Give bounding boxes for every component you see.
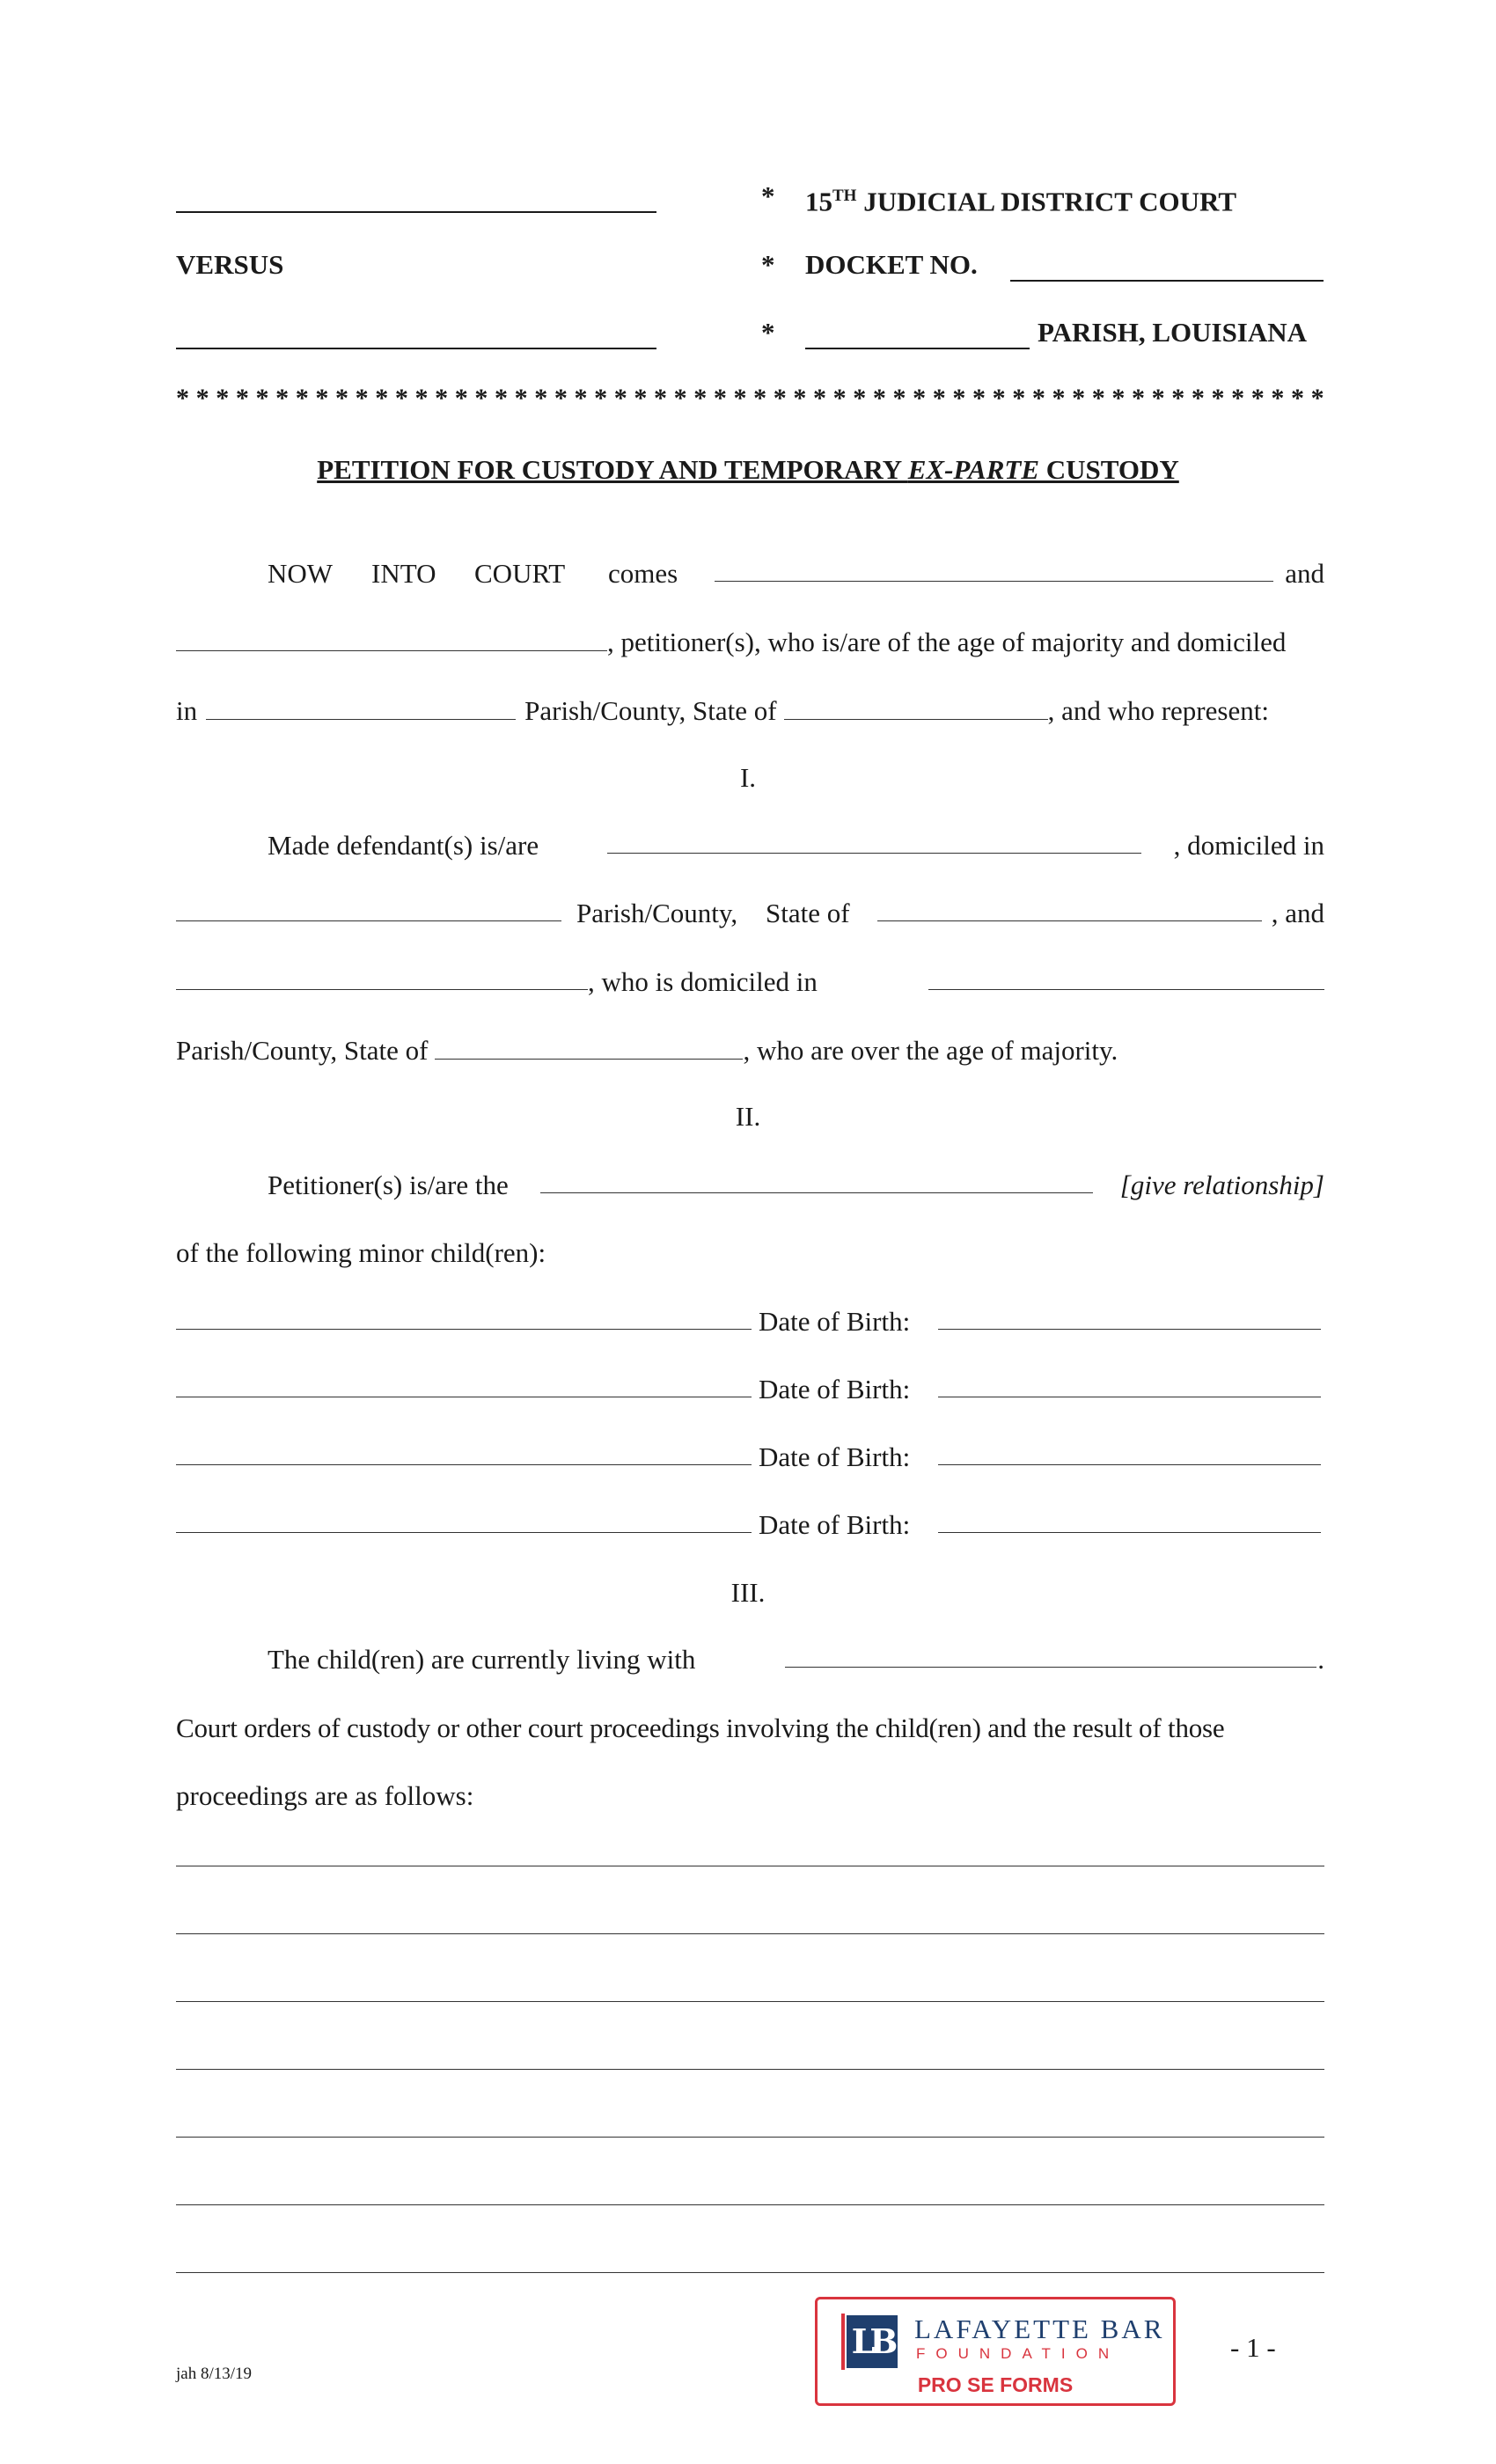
proceedings-line[interactable] bbox=[176, 2272, 1324, 2273]
court-name: JUDICIAL DISTRICT COURT bbox=[863, 186, 1237, 217]
star-glyph: * bbox=[1250, 384, 1265, 413]
defendant-1-state-blank[interactable] bbox=[877, 898, 1262, 921]
star-glyph: * bbox=[613, 384, 627, 413]
star-glyph: * bbox=[673, 384, 687, 413]
docket-number-line[interactable] bbox=[1010, 280, 1324, 282]
star-glyph: * bbox=[793, 384, 807, 413]
child-name-blank[interactable] bbox=[176, 1441, 752, 1465]
star-glyph: * bbox=[1052, 384, 1066, 413]
intro-line-3: in Parish/County, State of , and who represent: bbox=[176, 695, 1269, 726]
proceedings-line[interactable] bbox=[176, 2001, 1324, 2002]
star-glyph: * bbox=[713, 384, 727, 413]
star-glyph: * bbox=[255, 384, 269, 413]
dob-label: Date of Birth: bbox=[759, 1441, 911, 1472]
star-glyph: * bbox=[195, 384, 209, 413]
star-glyph: * bbox=[932, 384, 946, 413]
defendant-2-domicile-blank[interactable] bbox=[928, 966, 1324, 990]
star-glyph: * bbox=[216, 384, 230, 413]
parish-label: PARISH, LOUISIANA bbox=[1038, 317, 1308, 348]
star-glyph: * bbox=[972, 384, 986, 413]
docket-label: DOCKET NO. bbox=[805, 249, 978, 280]
minor-children-label: of the following minor child(ren): bbox=[176, 1237, 546, 1268]
star-glyph: * bbox=[355, 384, 369, 413]
star-glyph: * bbox=[872, 384, 886, 413]
proceedings-label: proceedings are as follows: bbox=[176, 1780, 474, 1811]
star-glyph: * bbox=[1151, 384, 1165, 413]
proceedings-line[interactable] bbox=[176, 2069, 1324, 2070]
defendant-2-state-blank[interactable] bbox=[435, 1036, 743, 1060]
relationship-blank[interactable] bbox=[540, 1170, 1093, 1193]
logo-name: LAFAYETTE BAR bbox=[914, 2314, 1165, 2344]
section-i-numeral: I. bbox=[739, 762, 757, 793]
star-glyph: * bbox=[1012, 384, 1026, 413]
star-glyph: * bbox=[495, 384, 508, 413]
parish-name-line[interactable] bbox=[805, 348, 1030, 349]
star-glyph: * bbox=[853, 384, 867, 413]
petitioner-1-blank[interactable] bbox=[715, 558, 1273, 582]
caption-asterisk-2: * bbox=[761, 249, 775, 280]
petition-title: PETITION FOR CUSTODY AND TEMPORARY EX-PARTE CUSTODY bbox=[317, 454, 1179, 485]
star-glyph: * bbox=[753, 384, 767, 413]
court-superscript: TH bbox=[832, 187, 857, 205]
star-glyph: * bbox=[394, 384, 408, 413]
section-i-line-4: Parish/County, State of , who are over the age of majority. bbox=[176, 1035, 1118, 1066]
title-italic: EX-PARTE bbox=[907, 454, 1039, 485]
star-glyph: * bbox=[474, 384, 488, 413]
plaintiff-name-line[interactable] bbox=[176, 211, 656, 213]
star-glyph: * bbox=[733, 384, 747, 413]
dob-label: Date of Birth: bbox=[759, 1509, 911, 1540]
dob-label: Date of Birth: bbox=[759, 1306, 911, 1337]
star-glyph: * bbox=[1191, 384, 1205, 413]
living-with-blank[interactable] bbox=[785, 1644, 1316, 1668]
star-glyph: * bbox=[1231, 384, 1245, 413]
defendant-2-blank[interactable] bbox=[176, 966, 588, 990]
star-glyph: * bbox=[176, 384, 189, 413]
petitioner-2-blank[interactable] bbox=[176, 627, 607, 651]
dob-blank[interactable] bbox=[938, 1441, 1321, 1465]
child-name-blank[interactable] bbox=[176, 1306, 752, 1330]
dob-blank[interactable] bbox=[938, 1509, 1321, 1533]
star-divider bbox=[176, 384, 1324, 414]
star-glyph: * bbox=[773, 384, 787, 413]
star-glyph: * bbox=[892, 384, 906, 413]
star-glyph: * bbox=[435, 384, 449, 413]
dob-label: Date of Birth: bbox=[759, 1374, 911, 1404]
star-glyph: * bbox=[813, 384, 826, 413]
star-glyph: * bbox=[1211, 384, 1225, 413]
star-glyph: * bbox=[1111, 384, 1126, 413]
court-heading bbox=[805, 180, 1236, 217]
dob-blank[interactable] bbox=[938, 1306, 1321, 1330]
page-number: - 1 - bbox=[1230, 2332, 1276, 2363]
logo-lb-mark: LB bbox=[847, 2315, 898, 2368]
star-glyph: * bbox=[315, 384, 329, 413]
star-glyph: * bbox=[1132, 384, 1145, 413]
child-name-blank[interactable] bbox=[176, 1509, 752, 1533]
petitioner-state-blank[interactable] bbox=[784, 696, 1048, 720]
caption-asterisk-3: * bbox=[761, 317, 775, 348]
star-glyph: * bbox=[1310, 384, 1324, 413]
star-glyph: * bbox=[1091, 384, 1105, 413]
defendant-1-blank[interactable] bbox=[607, 830, 1141, 854]
star-glyph: * bbox=[1031, 384, 1045, 413]
star-glyph: * bbox=[1271, 384, 1285, 413]
star-glyph: * bbox=[594, 384, 608, 413]
star-glyph: * bbox=[534, 384, 548, 413]
star-glyph: * bbox=[1171, 384, 1185, 413]
defendant-name-line[interactable] bbox=[176, 348, 656, 349]
star-glyph: * bbox=[1072, 384, 1086, 413]
section-iii-numeral: III. bbox=[730, 1577, 766, 1608]
star-glyph: * bbox=[514, 384, 528, 413]
star-glyph: * bbox=[693, 384, 708, 413]
star-glyph: * bbox=[295, 384, 309, 413]
star-glyph: * bbox=[832, 384, 847, 413]
logo-pro-se: PRO SE FORMS bbox=[917, 2373, 1074, 2396]
child-name-blank[interactable] bbox=[176, 1374, 752, 1397]
court-orders-text: Court orders of custody or other court proceedings involving the child(ren) and the result of those bbox=[176, 1712, 1225, 1743]
star-glyph: * bbox=[992, 384, 1006, 413]
star-glyph: * bbox=[375, 384, 389, 413]
lafayette-bar-logo bbox=[815, 2297, 1176, 2406]
star-glyph: * bbox=[414, 384, 429, 413]
star-glyph: * bbox=[574, 384, 588, 413]
star-glyph: * bbox=[335, 384, 348, 413]
intro-line-2: , petitioner(s), who is/are of the age of majority and domiciled bbox=[176, 627, 1324, 658]
versus-label: VERSUS bbox=[176, 249, 284, 280]
star-glyph: * bbox=[1291, 384, 1304, 413]
logo-subtitle: FOUNDATION bbox=[916, 2345, 1120, 2362]
star-glyph: * bbox=[634, 384, 648, 413]
star-glyph: * bbox=[275, 384, 290, 413]
star-glyph: * bbox=[654, 384, 667, 413]
section-ii-numeral: II. bbox=[735, 1101, 761, 1132]
logo-accent-bar bbox=[841, 2314, 845, 2370]
star-glyph: * bbox=[454, 384, 468, 413]
star-glyph: * bbox=[235, 384, 249, 413]
dob-blank[interactable] bbox=[938, 1374, 1321, 1397]
proceedings-line[interactable] bbox=[176, 2204, 1324, 2205]
form-initials: jah 8/13/19 bbox=[176, 2365, 253, 2383]
proceedings-line[interactable] bbox=[176, 1933, 1324, 1934]
star-glyph: * bbox=[952, 384, 966, 413]
defendant-1-parish-blank[interactable] bbox=[176, 898, 561, 921]
proceedings-line[interactable] bbox=[176, 2137, 1324, 2138]
relationship-hint: [give relationship] bbox=[1119, 1170, 1324, 1200]
star-glyph: * bbox=[554, 384, 568, 413]
caption-asterisk-1: * bbox=[761, 180, 775, 211]
star-glyph: * bbox=[913, 384, 927, 413]
petitioner-parish-blank[interactable] bbox=[206, 696, 516, 720]
court-number: 15 bbox=[805, 186, 832, 217]
